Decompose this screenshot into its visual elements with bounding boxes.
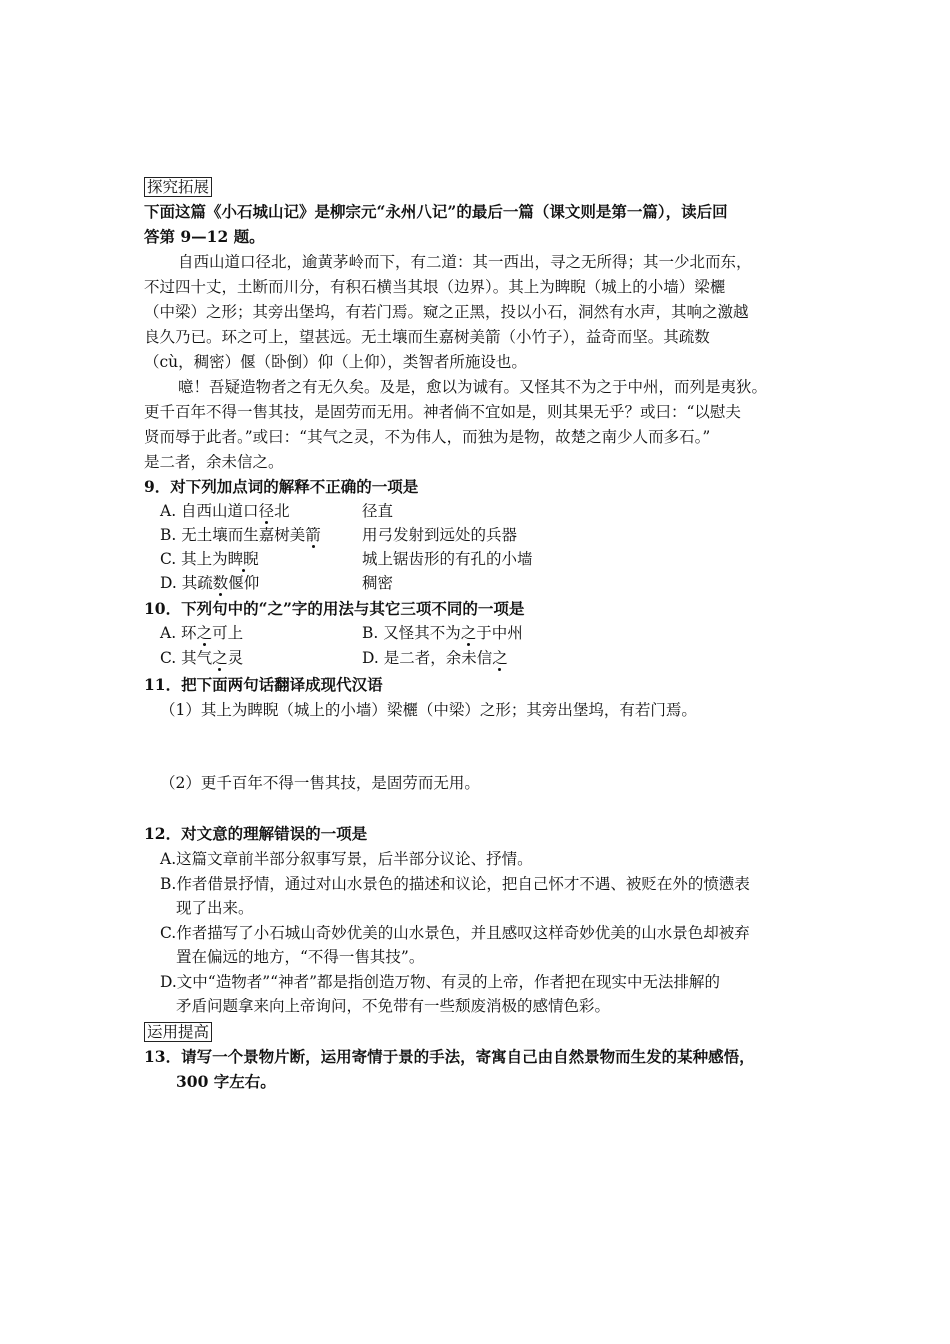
passage-line: 更千百年不得一售其技，是固劳而无用。神者倘不宜如是，则其果无乎？或曰：“以慰夫 bbox=[144, 403, 741, 421]
section-title-box: 探究拓展 bbox=[144, 177, 212, 197]
q9-option-a: A. 自西山道口径北 bbox=[160, 502, 290, 520]
q11-sentence-2: （2）更千百年不得一售其技，是固劳而无用。 bbox=[160, 774, 480, 792]
q9-gloss-a: 径直 bbox=[362, 502, 394, 520]
q12-option-a: A.这篇文章前半部分叙事写景，后半部分议论、抒情。 bbox=[160, 850, 533, 868]
passage-line: （cù，稠密）偃（卧倒）仰（上仰），类智者所施设也。 bbox=[144, 353, 527, 371]
section-heading-apply bbox=[144, 1021, 212, 1043]
q9-gloss-c: 城上锯齿形的有孔的小墙 bbox=[362, 550, 533, 568]
q13-line-2: 300 字左右。 bbox=[176, 1072, 276, 1091]
section-title-box: 运用提高 bbox=[144, 1022, 212, 1042]
q12-option-d-cont: 矛盾问题拿来向上帝询问，不免带有一些颓废消极的感情色彩。 bbox=[176, 997, 611, 1015]
q10-option-a: A. 环之可上 bbox=[160, 624, 244, 642]
q11-stem: 11．把下面两句话翻译成现代汉语 bbox=[144, 675, 383, 694]
intro-line-1: 下面这篇《小石城山记》是柳宗元“永州八记”的最后一篇（课文则是第一篇），读后回 bbox=[144, 202, 728, 221]
dotted-word: 之 bbox=[196, 624, 213, 642]
passage-line: 贤而辱于此者。”或曰：“其气之灵，不为伟人，而独为是物，故楚之南少人而多石。” bbox=[144, 428, 711, 446]
dotted-word: 之 bbox=[460, 624, 477, 642]
dotted-word: 径 bbox=[258, 502, 275, 520]
q12-option-c: C.作者描写了小石城山奇妙优美的山水景色，并且感叹这样奇妙优美的山水景色却被弃 bbox=[160, 924, 750, 942]
q9-option-d: D. 其疏数偃仰 bbox=[160, 574, 260, 592]
q12-option-c-cont: 置在偏远的地方，“不得一售其技”。 bbox=[176, 948, 425, 966]
q10-option-b: B. 又怪其不为之于中州 bbox=[362, 624, 523, 642]
dotted-word: 之 bbox=[492, 649, 508, 667]
q9-option-c: C. 其上为睥睨 bbox=[160, 550, 259, 568]
q11-sentence-1: （1）其上为睥睨（城上的小墙）梁欐（中梁）之形；其旁出堡坞，有若门焉。 bbox=[160, 701, 697, 719]
dotted-word: 睥睨 bbox=[227, 550, 259, 568]
q10-option-d: D. 是二者，余未信之 bbox=[362, 649, 508, 667]
q9-stem: 9．对下列加点词的解释不正确的一项是 bbox=[144, 477, 419, 496]
passage-line: 良久乃已。环之可上，望甚远。无土壤而生嘉树美箭（小竹子），益奇而坚。其疏数 bbox=[144, 328, 710, 346]
q12-stem: 12．对文意的理解错误的一项是 bbox=[144, 824, 368, 843]
q12-option-d: D.文中“造物者”“神者”都是指创造万物、有灵的上帝，作者把在现实中无法排解的 bbox=[160, 973, 721, 991]
q12-option-b: B.作者借景抒情，通过对山水景色的描述和议论，把自己怀才不遇、被贬在外的愤懑表 bbox=[160, 875, 750, 893]
q12-option-b-cont: 现了出来。 bbox=[176, 899, 254, 917]
passage-line: 是二者，余未信之。 bbox=[144, 453, 284, 471]
q10-option-c: C. 其气之灵 bbox=[160, 649, 244, 667]
intro-line-2: 答第 9—12 题。 bbox=[144, 227, 265, 246]
q10-stem: 10．下列句中的“之”字的用法与其它三项不同的一项是 bbox=[144, 599, 525, 618]
dotted-word: 数 bbox=[212, 574, 229, 592]
passage-line: 自西山道口径北，逾黄茅岭而下，有二道：其一西出，寻之无所得；其一少北而东， bbox=[178, 253, 752, 271]
passage-line: 不过四十丈，土断而川分，有积石横当其垠（边界）。其上为睥睨（城上的小墙）梁欐 bbox=[144, 278, 726, 296]
dotted-word: 箭 bbox=[305, 526, 321, 544]
dotted-word: 之 bbox=[212, 649, 228, 667]
passage-line: 噫！吾疑造物者之有无久矣。及是，愈以为诚有。又怪其不为之于中州，而列是夷狄。 bbox=[178, 378, 768, 396]
passage-line: （中梁）之形；其旁出堡坞，有若门焉。窥之正黑，投以小石，洞然有水声，其响之激越 bbox=[144, 303, 749, 321]
q13-line-1: 13．请写一个景物片断，运用寄情于景的手法，寄寓自己由自然景物而生发的某种感悟， bbox=[144, 1047, 755, 1066]
q9-option-b: B. 无土壤而生嘉树美箭 bbox=[160, 526, 321, 544]
q9-gloss-d: 稠密 bbox=[362, 574, 394, 592]
q9-gloss-b: 用弓发射到远处的兵器 bbox=[362, 526, 518, 544]
section-heading-explore bbox=[144, 176, 212, 198]
